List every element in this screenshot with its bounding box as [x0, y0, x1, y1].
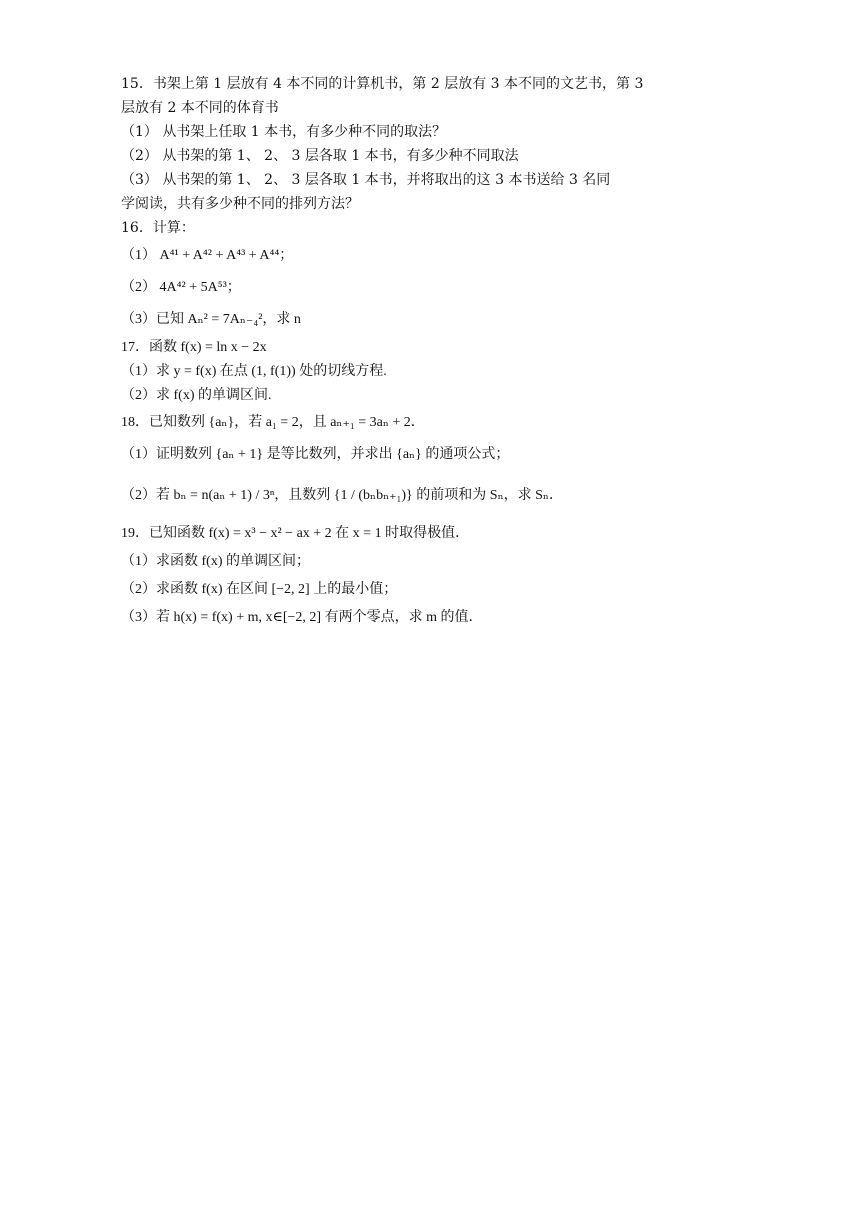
question-18: [121, 408, 731, 520]
question-line: （1）求函数 f(x) 的单调区间；: [121, 554, 310, 569]
question-line: （1） A⁴¹ + A⁴² + A⁴³ + A⁴⁴；: [121, 248, 294, 263]
question-line: （2）若 bₙ = n(aₙ + 1) / 3ⁿ，且数列 {1 / (bₙbₙ₊₁)} 的前项和为 Sₙ，求 Sₙ．: [121, 488, 563, 503]
question-line: （2）求 f(x) 的单调区间.: [121, 388, 272, 403]
question-line: 15．书架上第 1 层放有 4 本不同的计算机书，第 2 层放有 3 本不同的文艺书，第 3: [121, 76, 644, 92]
question-15: [121, 72, 731, 216]
question-line: 16．计算：: [121, 220, 195, 236]
question-line: （2） 4A⁴² + 5A⁵³；: [121, 280, 241, 295]
question-line: （3） 从书架的第 1、 2、 3 层各取 1 本书，并将取出的这 3 本书送给 3 名同: [121, 172, 611, 188]
question-line: 19．已知函数 f(x) = x³ − x² − ax + 2 在 x = 1 时取得极值．: [121, 526, 470, 541]
question-line: （1）求 y = f(x) 在点 (1, f(1)) 处的切线方程.: [121, 364, 387, 379]
question-line: （1） 从书架上任取 1 本书，有多少种不同的取法？: [121, 124, 447, 140]
question-line: 层放有 2 本不同的体育书: [121, 100, 279, 116]
question-line: 17．函数 f(x) = ln x − 2x: [121, 340, 267, 355]
question-line: 18．已知数列 {aₙ}，若 a₁ = 2，且 aₙ₊₁ = 3aₙ + 2．: [121, 415, 425, 430]
document-page: [121, 72, 731, 632]
question-16: [121, 216, 731, 336]
question-line: （1）证明数列 {aₙ + 1} 是等比数列，并求出 {aₙ} 的通项公式；: [121, 447, 510, 462]
question-line: （2）求函数 f(x) 在区间 [−2, 2] 上的最小值；: [121, 582, 398, 597]
question-line: （3）已知 Aₙ² = 7Aₙ₋₄²，求 n: [121, 312, 301, 327]
question-line: 学阅读，共有多少种不同的排列方法？: [121, 196, 359, 212]
question-19: [121, 520, 731, 632]
question-17: [121, 336, 731, 408]
question-line: （3）若 h(x) = f(x) + m, x∈[−2, 2] 有两个零点，求 m 的值．: [121, 610, 483, 625]
question-line: （2） 从书架的第 1、 2、 3 层各取 1 本书，有多少种不同取法: [121, 148, 519, 164]
